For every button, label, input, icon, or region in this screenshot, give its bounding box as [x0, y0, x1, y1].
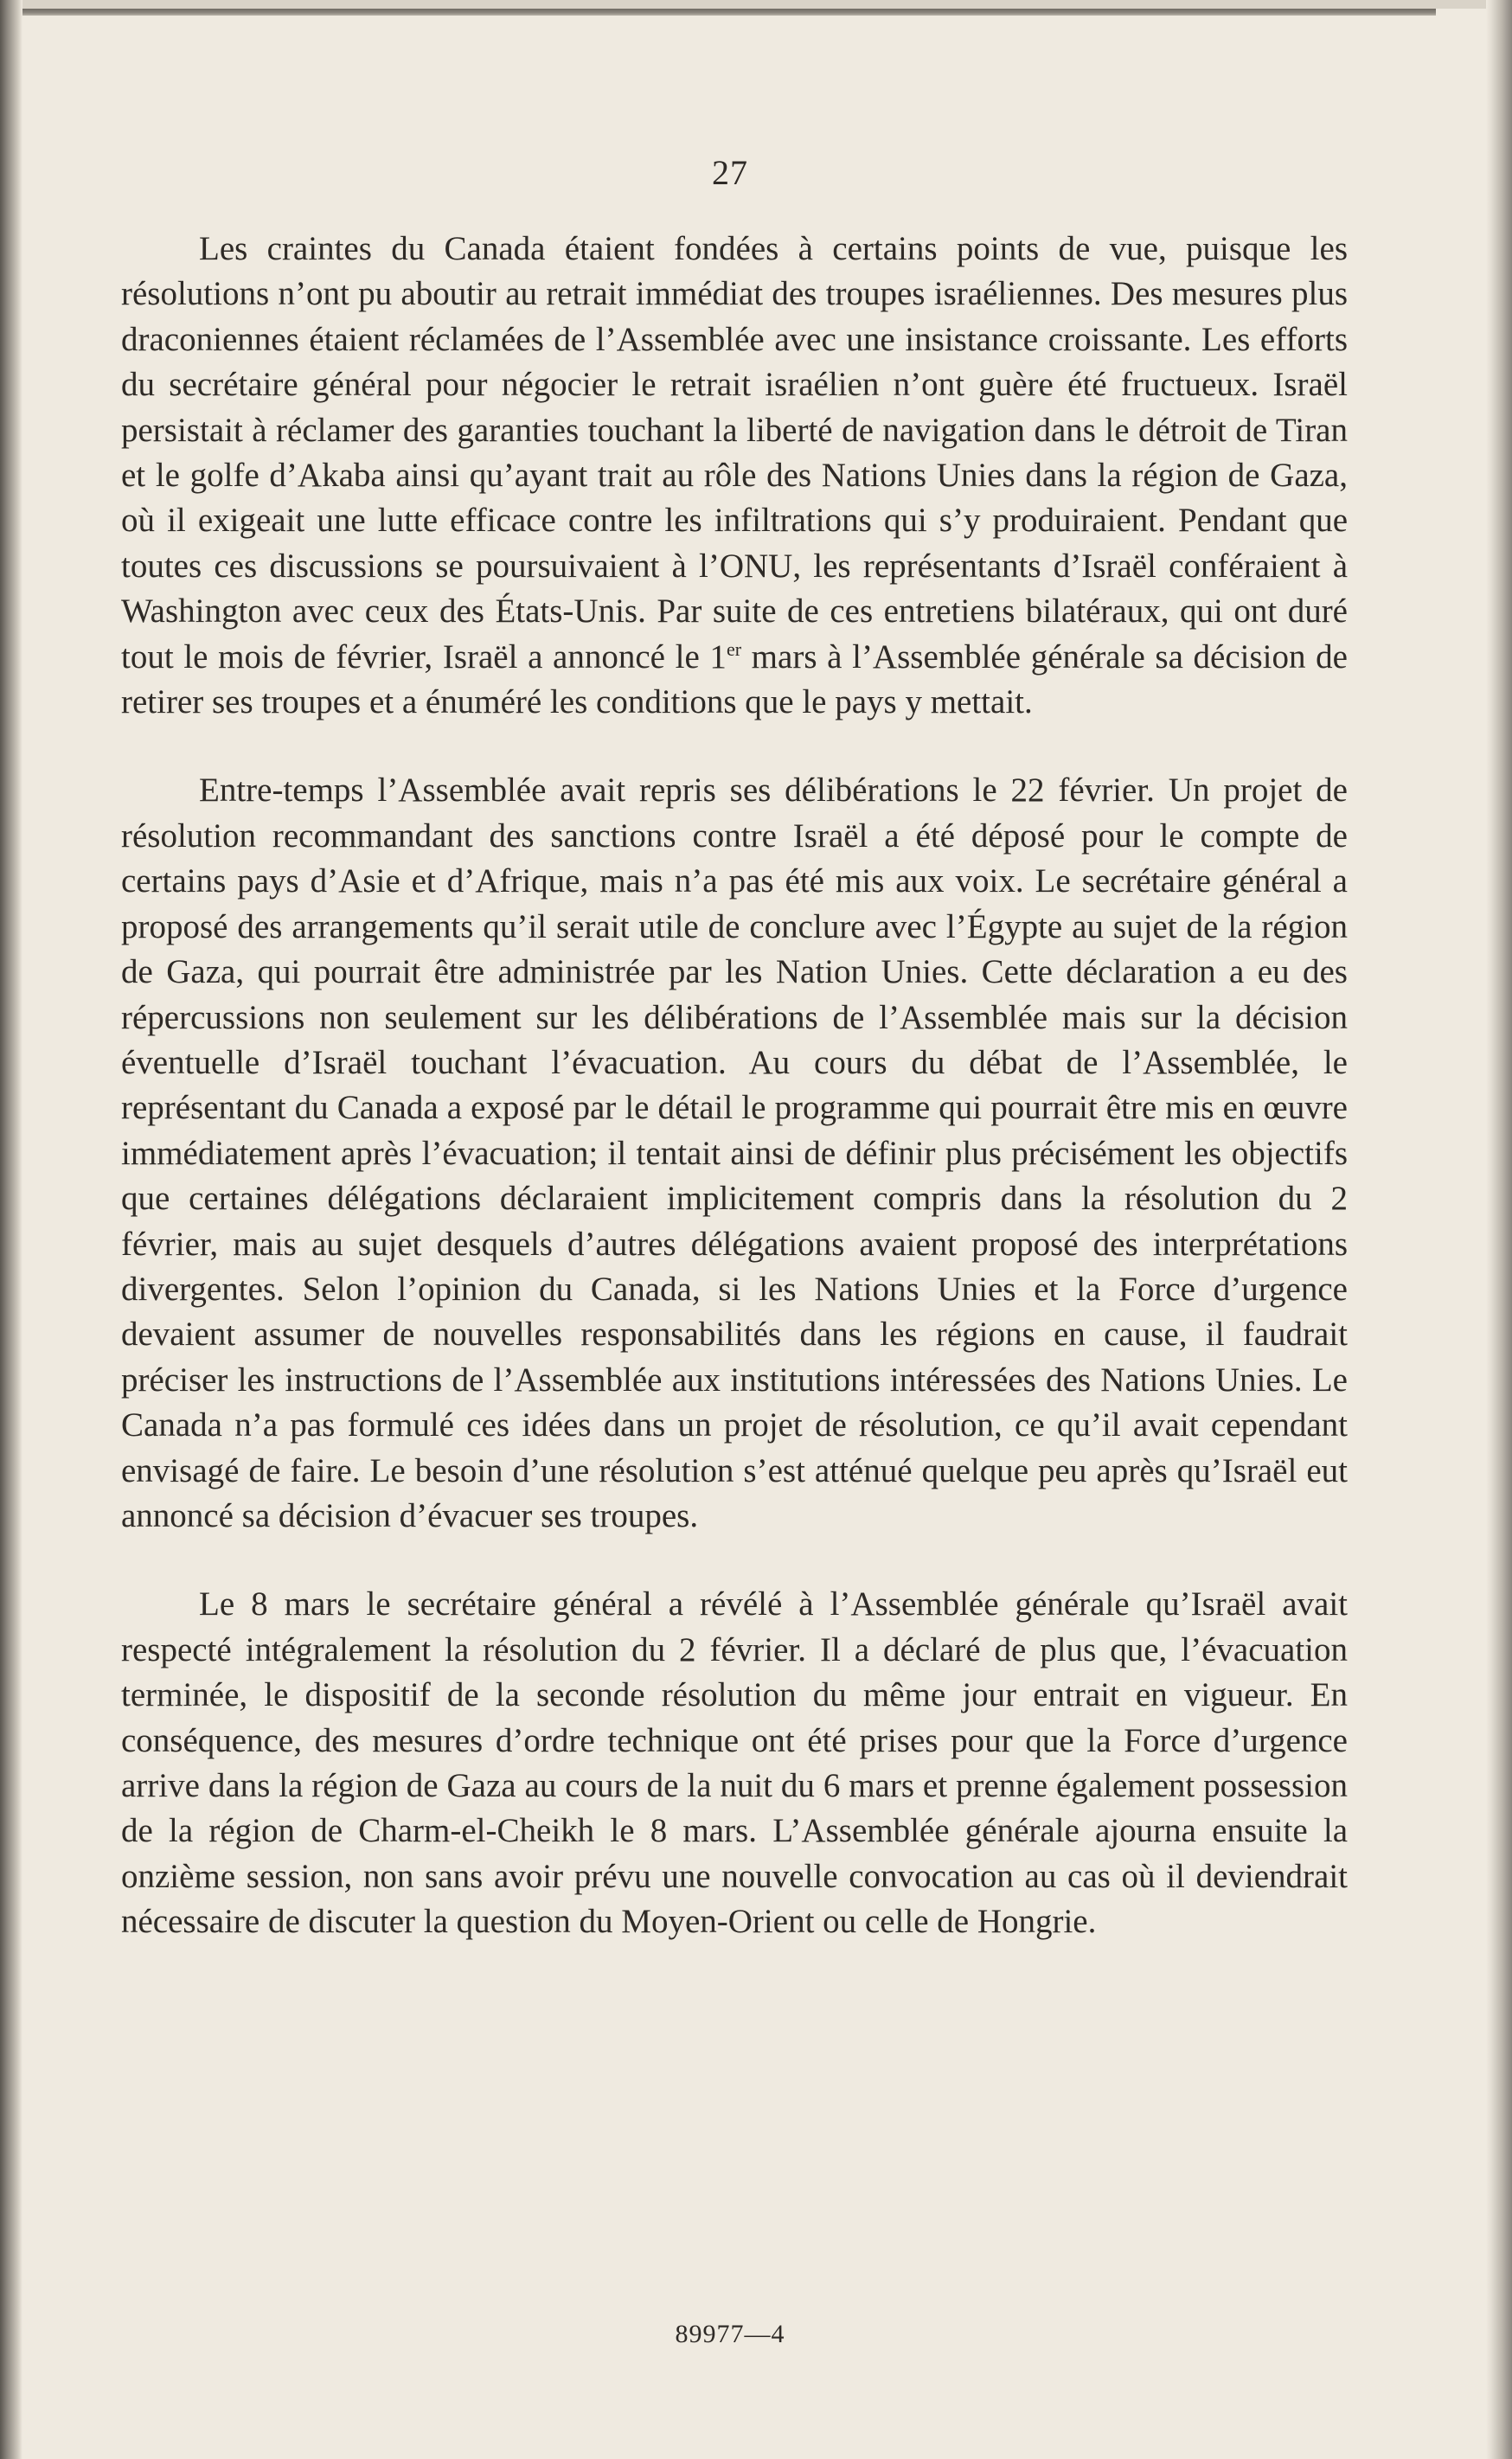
- printer-code: 89977—4: [675, 2320, 785, 2348]
- left-page-edge: [0, 0, 22, 2459]
- paragraph-2: Entre-temps l’Assemblée avait repris ses délibérations le 22 février. Un projet de résolution recommandant des sanctions contre Israël a été déposé pour le compte de certains pays d’Asie et d’Afrique, mais n’a pas été mis aux voix. Le secrétaire général a proposé des arrangements qu’il serait utile de conclure avec l’Égypte au sujet de la région de Gaza, qui pourrait être administrée par les Nation Unies. Cette déclaration a eu des répercussions non seulement sur les délibérations de l’Assemblée mais sur la décision éventuelle d’Israël touchant l’évacuation. Au cours du débat de l’Assemblée, le représentant du Canada a exposé par le détail le programme qui pourrait être mis en œuvre immédiatement après l’évacuation; il tentait ainsi de définir plus précisément les objectifs que certaines délégations déclaraient implicitement compris dans la résolution du 2 février, mais au sujet desquels d’autres délégations avaient proposé des interprétations divergentes. Selon l’opinion du Canada, si les Nations Unies et la Force d’urgence devaient assumer de nouvelles responsabilités dans les régions en cause, il faudrait préciser les instructions de l’Assemblée aux institutions intéressées des Nations Unies. Le Canada n’a pas formulé ces idées dans un projet de résolution, ce qu’il avait cependant envisagé de faire. Le besoin d’une résolution s’est atténué quelque peu après qu’Israël eut annoncé sa décision d’évacuer ses troupes.: [121, 772, 1348, 1534]
- paragraph-3: Le 8 mars le secrétaire général a révélé à l’Assemblée générale qu’Israël avait respecté intégralement la résolution du 2 février. Il a déclaré de plus que, l’évacuation terminée, le dispositif de la seconde résolution du même jour entrait en vigueur. En conséquence, des mesures d’ordre technique ont été prises pour que la Force d’urgence arrive dans la région de Gaza au cours de la nuit du 6 mars et prenne également possession de la région de Charm-el-Cheikh le 8 mars. L’Assemblée générale ajourna ensuite la onzième session, non sans avoir prévu une nouvelle convocation au cas où il deviendrait nécessaire de discuter la question du Moyen-Orient ou celle de Hongrie.: [121, 1585, 1348, 1941]
- right-page-edge: [1486, 0, 1512, 2459]
- page-number: 27: [712, 153, 748, 192]
- top-binding-rule: [0, 9, 1436, 16]
- paragraph-1-text: Les craintes du Canada étaient fondées à certains points de vue, puisque les résolutions n’ont pu aboutir au retrait immédiat des troupes israéliennes. Des mesures plus draconiennes étaient réclamées de l’Assemblée avec une insistance croissante. Les efforts du secrétaire général pour négocier le retrait israélien n’ont guère été fructueux. Israël persistait à réclamer des garanties touchant la liberté de navigation dans le détroit de Tiran et le golfe d’Akaba ainsi qu’ayant trait au rôle des Nations Unies dans la région de Gaza, où il exigeait une lutte efficace contre les infiltrations qui s’y produiraient. Pendant que toutes ces discussions se poursuivaient à l’ONU, les représentants d’Israël conféraient à Washington avec ceux des États-Unis. Par suite de ces entretiens bilatéraux, qui ont duré tout le mois de février, Israël a annoncé le 1: [121, 230, 1348, 676]
- paragraph-1: [121, 227, 1348, 725]
- ordinal-superscript: er: [726, 637, 742, 660]
- scan-top-margin: [0, 0, 1512, 9]
- body-text: [121, 227, 1348, 1988]
- paragraph-1-text-end: mars à l’Assemblée générale sa décision de retirer ses troupes et a énuméré les conditions que le pays y mettait.: [121, 637, 1348, 721]
